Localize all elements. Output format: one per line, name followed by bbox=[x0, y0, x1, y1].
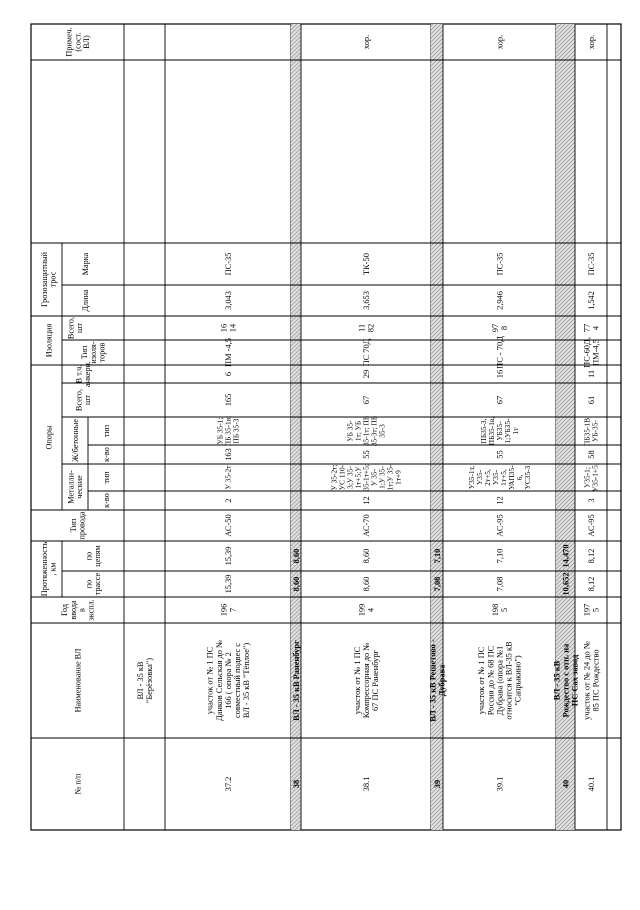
row-name: ВЛ - 35 кВРождество с отп. наПС Сах завод bbox=[552, 643, 580, 718]
row-length-chains: 8,12 bbox=[586, 548, 596, 564]
row-length-route: 8,12 bbox=[586, 576, 596, 592]
row-length-chains: 7,10 bbox=[432, 548, 442, 564]
header-insulator-total: Всего,шт bbox=[66, 316, 85, 340]
row-cable-brand: ПС-35 bbox=[223, 252, 233, 276]
row-cable-brand: ПС-35 bbox=[495, 252, 505, 276]
header-year: Годвводавэкспл. bbox=[60, 599, 96, 621]
row-wire: АС-95 bbox=[495, 514, 505, 537]
row-name: участок от № 1 ПСДанков Сельская до №166 ( опора № 2совместный подвес сВЛ - 35 кВ "Тёплое") bbox=[205, 639, 251, 722]
row-anchor: 16 bbox=[495, 369, 505, 379]
row-concrete-type: УБ 35-1т; УБ35-1т; ПБ35-3т; ПБ35-3 bbox=[345, 415, 387, 447]
row-poles-total: 165 bbox=[223, 393, 233, 407]
row-insulator-type: ПС 70Д bbox=[361, 338, 371, 367]
row-name: ВЛ - 35 кВ Раненбург bbox=[291, 640, 301, 721]
row-num: 38 bbox=[291, 779, 301, 789]
row-length-chains: 7,10 bbox=[495, 548, 505, 564]
header-metal: Металли-ческие bbox=[66, 470, 85, 504]
row-concrete-count: 55 bbox=[495, 450, 505, 459]
row-length-chains: 8,60 bbox=[291, 548, 301, 564]
header-length-chains: поцепям bbox=[84, 545, 103, 567]
row-metal-count: 2 bbox=[223, 498, 233, 503]
row-name: ВЛ - 35 кВ"Берёзовка") bbox=[135, 657, 154, 704]
header-length-route: потрассе bbox=[84, 572, 103, 596]
row-metal-count: 3 bbox=[586, 498, 596, 503]
row-cable-brand: ПС-35 bbox=[586, 252, 596, 276]
table-frame bbox=[31, 24, 621, 830]
row-length-route: 10,652 bbox=[561, 572, 571, 596]
row-num: 40.1 bbox=[586, 776, 596, 792]
row-year: 1975 bbox=[582, 603, 601, 617]
row-cable-length: 2,946 bbox=[495, 291, 505, 310]
row-length-chains: 14,470 bbox=[561, 544, 571, 568]
row-cable-length: 3,653 bbox=[361, 291, 371, 310]
header-cable: Грозозащитныйтрос bbox=[39, 251, 58, 308]
row-year: 1985 bbox=[490, 603, 509, 617]
header-note: Примеч.(сост.ВЛ) bbox=[64, 27, 92, 57]
row-metal-type: У35-1т,У35-2т+5,У35-1т+5,УАП35-6,УС35-3 bbox=[467, 465, 532, 490]
row-year: 1994 bbox=[357, 603, 376, 617]
row-insulator-total: 1614 bbox=[219, 323, 238, 333]
row-note: хор. bbox=[495, 34, 505, 50]
row-poles-total: 67 bbox=[495, 395, 505, 405]
header-concrete: Ж/бетонные bbox=[70, 419, 80, 462]
row-insulator-total: 978 bbox=[490, 323, 509, 333]
header-length: Протяженность, км bbox=[39, 541, 58, 597]
row-cable-length: 3,043 bbox=[223, 291, 233, 310]
row-metal-type: У 35-2т;УС 110-3;У 35-1т+5;У35-1т+5;У 35-1;У 35-1т;У 35-1т+9 bbox=[329, 464, 403, 491]
row-cable-brand: ТК-50 bbox=[361, 253, 371, 275]
row-num: 39 bbox=[432, 779, 442, 789]
row-length-chains: 15,39 bbox=[223, 546, 233, 566]
row-year: 1967 bbox=[219, 603, 238, 617]
header-wire: Типпровода bbox=[68, 511, 87, 540]
row-num: 37.2 bbox=[223, 776, 233, 792]
row-anchor: 6 bbox=[223, 371, 233, 377]
header-name: Наименование ВЛ bbox=[73, 648, 83, 713]
row-insulator-type: ПС-60Д,ПМ-4,5 bbox=[582, 337, 601, 368]
row-length-route: 15,39 bbox=[223, 574, 233, 594]
header-cable-length: Длина bbox=[80, 289, 90, 312]
row-length-chains: 8,60 bbox=[361, 548, 371, 564]
row-wire: АС-95 bbox=[586, 514, 596, 537]
row-note: хор. bbox=[361, 34, 371, 50]
row-concrete-count: 58 bbox=[586, 450, 596, 459]
row-insulator-type: ПС - 70Д bbox=[495, 336, 505, 369]
row-length-route: 7,08 bbox=[495, 576, 505, 592]
row-insulator-total: 1182 bbox=[357, 323, 376, 333]
header-metal-count: к-во bbox=[101, 493, 111, 508]
row-wire: АС-50 bbox=[223, 514, 233, 537]
row-num: 38.1 bbox=[361, 776, 371, 792]
row-insulator-total: 774 bbox=[582, 323, 601, 333]
row-name: ВЛ - 35 кВ Решетово -Дубрава bbox=[428, 639, 447, 722]
row-name: участок от № 24 до №85 ПС Рождество bbox=[582, 641, 601, 720]
row-concrete-type: УБ 35-1;ПБ 35-1в;ПБ 35-3 bbox=[215, 415, 241, 447]
row-metal-type: У35-1;У35-1+5; bbox=[582, 463, 600, 492]
row-concrete-count: 55 bbox=[361, 450, 371, 459]
row-anchor: 11 bbox=[586, 369, 596, 379]
row-num: 40 bbox=[561, 779, 571, 789]
header-concrete-type: тип bbox=[101, 424, 111, 438]
header-insulation: Изоляция bbox=[44, 323, 54, 358]
row-length-route: 7,08 bbox=[432, 576, 442, 592]
row-wire: АС-70 bbox=[361, 514, 371, 537]
header-cable-brand: Марка bbox=[80, 252, 90, 276]
row-metal-count: 12 bbox=[361, 496, 371, 505]
row-concrete-type: ПБ35-3,ПБ35-1в,УБ35-1;УБ35-1т bbox=[479, 416, 520, 446]
row-metal-count: 12 bbox=[495, 496, 505, 505]
header-poles-total: Всего,шт bbox=[74, 388, 93, 412]
header-insulator-type: Типизоля-торов bbox=[79, 341, 107, 364]
row-num: 39.1 bbox=[495, 776, 505, 792]
row-length-route: 8,60 bbox=[291, 576, 301, 592]
row-concrete-count: 163 bbox=[223, 448, 233, 461]
row-length-route: 8,60 bbox=[361, 576, 371, 592]
header-poles: Опоры bbox=[44, 425, 54, 450]
header-anchor: В т.ч.анкерн. bbox=[74, 361, 93, 387]
row-metal-type: У 35-2т bbox=[223, 465, 233, 490]
row-cable-length: 1,542 bbox=[586, 291, 596, 310]
header-metal-type: тип bbox=[101, 471, 111, 484]
row-poles-total: 61 bbox=[586, 395, 596, 405]
row-concrete-type: ПБ35-1В,УБ-35- bbox=[582, 416, 600, 446]
row-note: хор. bbox=[586, 34, 596, 50]
row-anchor: 29 bbox=[361, 369, 371, 379]
row-name: участок от № 1 ПСРоссия до № 68 ПСДубрава (опора №1относится к ВЛ-35 кВ"Сапрыкино") bbox=[477, 641, 523, 720]
row-name: участок от № 1 ПСКомпрессорная до №67 ПС Раненбург bbox=[352, 642, 380, 719]
header-num: № п/п bbox=[73, 773, 83, 795]
row-insulator-type: ПМ -4,5 bbox=[223, 338, 233, 367]
header-concrete-count: к-во bbox=[101, 447, 111, 462]
row-poles-total: 67 bbox=[361, 395, 371, 405]
